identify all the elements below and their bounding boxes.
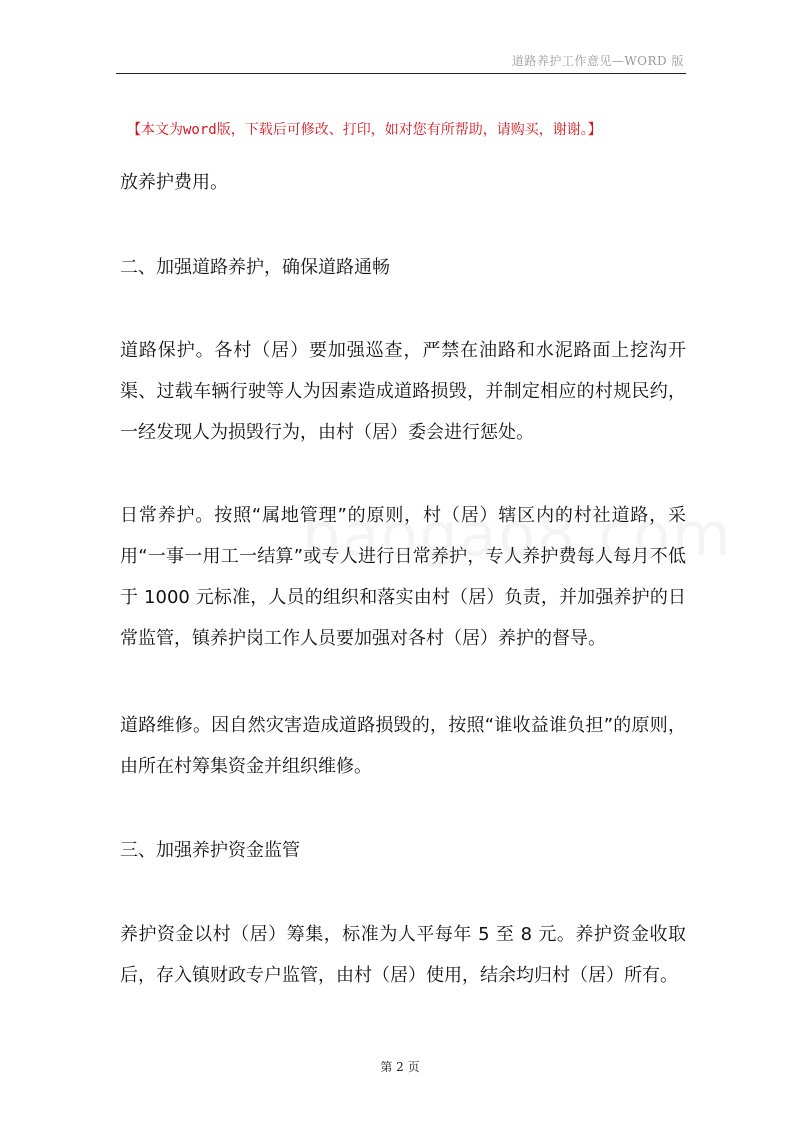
purchase-notice: 【本文为word版，下载后可修改、打印，如对您有所帮助，请购买，谢谢。】 bbox=[127, 122, 602, 138]
page-number: 第 2 页 bbox=[380, 1060, 420, 1074]
paragraph-daily-maintenance: 日常养护。按照“属地管理”的原则，村（居）辖区内的村社道路，采用“一事一用工一结算”或专人进行日常养护，专人养护费每人每月不低于 1000 元标准，人员的组织和落实由村（居）负责，并加强养护的日常监管，镇养护岗工作人员要加强对各村（居）养护的督导。 bbox=[120, 505, 686, 649]
paragraph-fee: 放养护费用。 bbox=[120, 172, 228, 193]
paragraph-maintenance-fund: 养护资金以村（居）筹集，标准为人平每年 5 至 8 元。养护资金收取后，存入镇财政专户监管，由村（居）使用，结余均归村（居）所有。 bbox=[120, 924, 686, 986]
page-header-title: 道路养护工作意见—WORD 版 bbox=[511, 54, 684, 68]
paragraph-road-protection: 道路保护。各村（居）要加强巡查，严禁在油路和水泥路面上挖沟开渠、过载车辆行驶等人为因素造成道路损毁，并制定相应的村规民约，一经发现人为损毁行为，由村（居）委会进行惩处。 bbox=[120, 340, 686, 443]
header-divider bbox=[116, 73, 686, 74]
section-heading-3: 三、加强养护资金监管 bbox=[120, 840, 300, 861]
watermark bbox=[302, 500, 733, 570]
paragraph-road-repair: 道路维修。因自然灾害造成道路损毁的，按照“谁收益谁负担”的原则，由所在村筹集资金并组织维修。 bbox=[120, 715, 686, 777]
section-heading-2: 二、加强道路养护，确保道路通畅 bbox=[120, 257, 390, 278]
